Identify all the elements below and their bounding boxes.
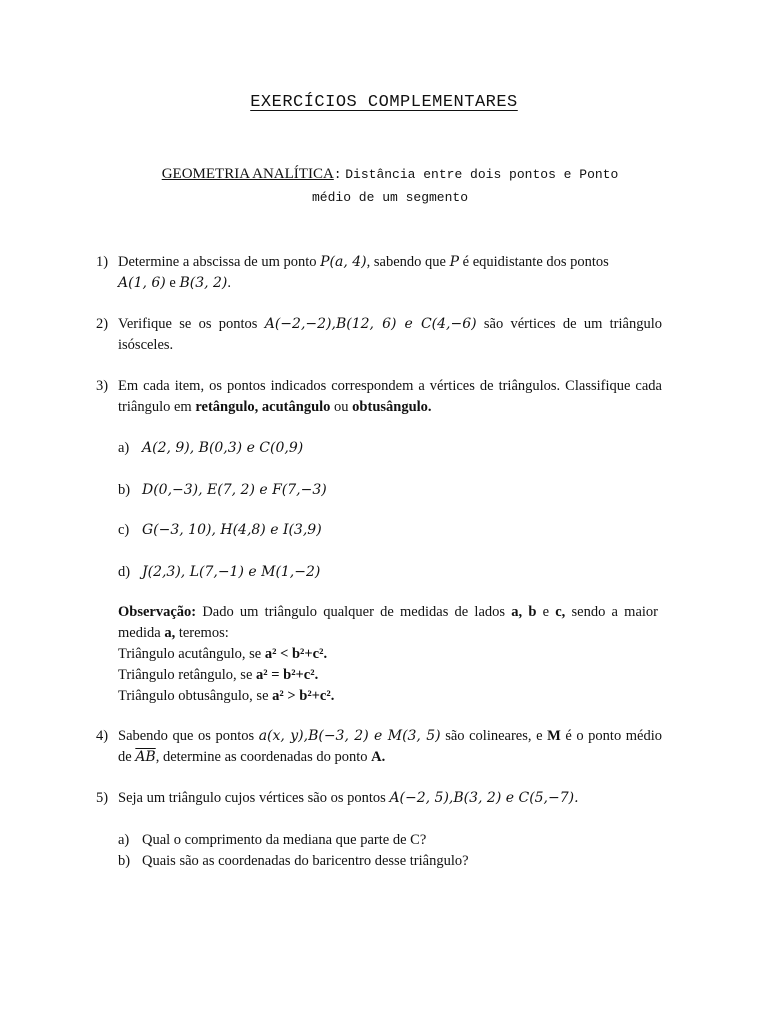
q4-text-b: são colineares, e bbox=[440, 728, 548, 744]
item-letter: b) bbox=[118, 482, 131, 498]
obs-label: Observação: bbox=[118, 604, 197, 620]
question-3 bbox=[96, 376, 662, 418]
item-math: D(0,−3), E(7, 2) e F(7,−3) bbox=[142, 482, 327, 498]
item-letter: d) bbox=[118, 564, 131, 580]
q1-math-a: A(1, 6) bbox=[118, 275, 166, 291]
q5-math: A(−2, 5),B(3, 2) e C(5,−7). bbox=[389, 790, 579, 806]
q4-text-d: , determine as coordenadas do ponto bbox=[155, 749, 372, 765]
obs-line3-rule: a² > b²+c². bbox=[272, 688, 335, 704]
q3-item-a bbox=[118, 438, 658, 459]
question-number: 5) bbox=[96, 790, 109, 806]
obs-line2-rule: a² = b²+c². bbox=[256, 667, 319, 683]
q5-text-a: Seja um triângulo cujos vértices são os pontos bbox=[118, 790, 390, 806]
q1-text-b: , sabendo que bbox=[366, 254, 450, 270]
question-2 bbox=[96, 314, 662, 356]
item-math: G(−3, 10), H(4,8) e I(3,9) bbox=[142, 522, 322, 538]
item-math: J(2,3), L(7,−1) e M(1,−2) bbox=[142, 564, 321, 580]
question-5 bbox=[96, 788, 662, 809]
obs-side-c: c, bbox=[555, 604, 566, 620]
item-letter: c) bbox=[118, 522, 130, 538]
q1-text-a: Determine a abscissa de um ponto bbox=[118, 254, 321, 270]
q2-text-a: Verifique se os pontos bbox=[118, 316, 265, 332]
q4-text-a: Sabendo que os pontos bbox=[118, 728, 259, 744]
question-number: 1) bbox=[96, 254, 109, 270]
q1-math-p: P(a, 4) bbox=[320, 254, 367, 270]
obs-line3-text: Triângulo obtusângulo, se bbox=[118, 688, 273, 704]
item-letter: a) bbox=[118, 440, 130, 456]
item-letter: b) bbox=[118, 853, 131, 869]
q3-item-b bbox=[118, 480, 658, 501]
obs-text-e: e bbox=[536, 604, 556, 620]
observation bbox=[118, 602, 658, 707]
subtitle-separator: : bbox=[333, 167, 342, 182]
title-text: EXERCÍCIOS COMPLEMENTARES bbox=[250, 93, 518, 112]
question-number: 2) bbox=[96, 316, 109, 332]
q3-bold-2: obtusângulo. bbox=[352, 399, 432, 415]
q3-item-c bbox=[118, 520, 658, 541]
q4-segment: $\overline{AB}$ bbox=[135, 749, 156, 765]
question-1 bbox=[96, 252, 662, 294]
q1-math-b: B(3, 2) bbox=[179, 275, 228, 291]
q3-bold-1: retângulo, acutângulo bbox=[195, 399, 331, 415]
q1-text-e: . bbox=[227, 275, 231, 291]
q3-text-b: ou bbox=[330, 399, 353, 415]
item-text: Quais são as coordenadas do baricentro desse triângulo? bbox=[142, 853, 469, 869]
q3-item-d bbox=[118, 562, 658, 583]
obs-line1-text: Triângulo acutângulo, se bbox=[118, 646, 265, 662]
subtitle-topic: GEOMETRIA ANALÍTICA bbox=[161, 166, 334, 182]
subtitle-desc-line2: médio de um segmento bbox=[311, 190, 469, 205]
page-title bbox=[0, 92, 768, 113]
obs-line2-text: Triângulo retângulo, se bbox=[118, 667, 257, 683]
q5-item-b bbox=[118, 851, 658, 872]
subtitle bbox=[110, 163, 670, 209]
q1-text-d: e bbox=[165, 275, 180, 291]
obs-text-a: Dado um triângulo qualquer de medidas de lados bbox=[196, 604, 512, 620]
q4-bold-a: A. bbox=[371, 749, 386, 765]
question-number: 4) bbox=[96, 728, 109, 744]
q5-item-a bbox=[118, 830, 658, 851]
obs-line1-rule: a² < b²+c². bbox=[264, 646, 328, 662]
q4-bold-m: M bbox=[547, 728, 561, 744]
item-text: Qual o comprimento da mediana que parte de C? bbox=[142, 832, 427, 848]
obs-side-a: a, bbox=[164, 625, 176, 641]
question-4 bbox=[96, 726, 662, 768]
q2-text-b: são vértices de um triângulo isósceles. bbox=[118, 316, 662, 353]
item-letter: a) bbox=[118, 832, 130, 848]
q1-math-p2: P bbox=[449, 254, 460, 270]
q3-text-a: Em cada item, os pontos indicados correspondem a vértices de triângulos. Classifique cada triângulo em bbox=[118, 378, 662, 415]
obs-text-c: teremos: bbox=[175, 625, 229, 641]
question-number: 3) bbox=[96, 378, 109, 394]
subtitle-desc-line1: Distância entre dois pontos e Ponto bbox=[345, 167, 619, 182]
q2-math: A(−2,−2),B(12, 6) e C(4,−6) bbox=[264, 316, 477, 332]
item-math: A(2, 9), B(0,3) e C(0,9) bbox=[142, 440, 304, 456]
obs-sides: a, b bbox=[511, 604, 537, 620]
q4-text-c: é o ponto médio de bbox=[118, 728, 662, 765]
q4-math: a(x, y),B(−3, 2) e M(3, 5) bbox=[258, 728, 441, 744]
q1-text-c: é equidistante dos pontos bbox=[459, 254, 609, 270]
obs-text-b: sendo a maior medida bbox=[118, 604, 658, 641]
